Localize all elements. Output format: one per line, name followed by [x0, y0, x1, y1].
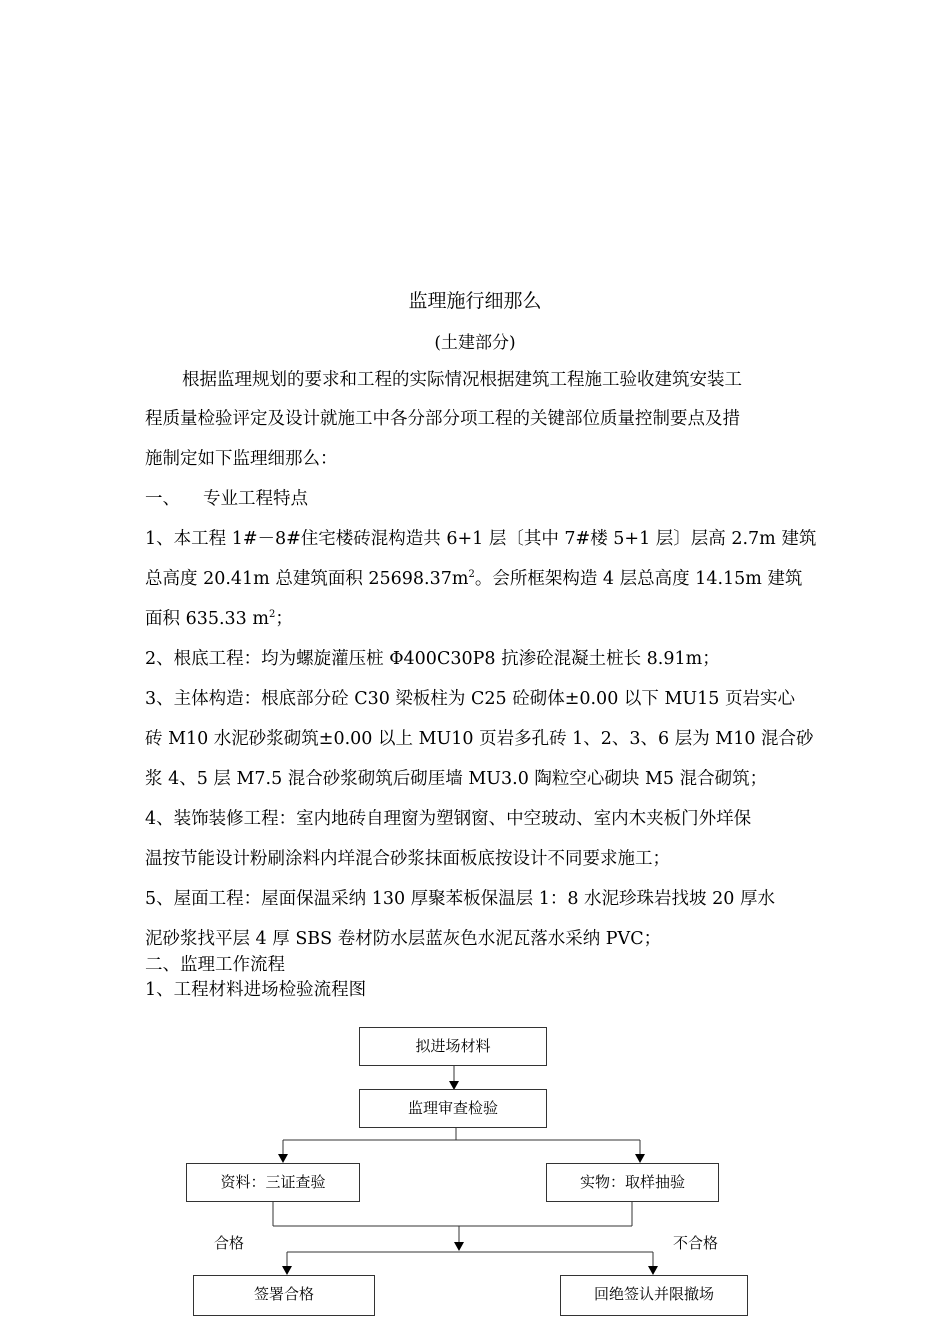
document-title: 监理施行细那么 — [408, 290, 542, 312]
intro-line-3: 施制定如下监理细那么： — [145, 449, 338, 469]
section2-sub1: 1、工程材料进场检验流程图 — [145, 980, 367, 1000]
item2-line-1: 2、根底工程：均为螺旋灌压桩 Φ400C30P8 抗渗砼混凝土桩长 8.91m； — [145, 649, 720, 669]
flow-box-review-label: 监理审查检验 — [407, 1099, 498, 1117]
section1-title: 专业工程特点 — [203, 489, 308, 509]
flow-box-supervision-review — [359, 1089, 547, 1128]
flow-box-reject — [560, 1275, 748, 1316]
document-subtitle: (土建部分) — [434, 333, 516, 353]
item1-line-2-text: 总高度 20.41m 总建筑面积 25698.37m — [145, 569, 469, 589]
flow-box-reject-label: 回绝签认并限撤场 — [593, 1285, 714, 1303]
flow-box-incoming-material — [359, 1027, 547, 1066]
item5-line-1: 5、屋面工程：屋面保温采纳 130 厚聚苯板保温层 1：8 水泥珍珠岩找坡 20 厚水 — [145, 889, 775, 909]
intro-line-2: 程质量检验评定及设计就施工中各分部分项工程的关键部位质量控制要点及措 — [145, 409, 740, 429]
item1-line-3-text-b: ； — [275, 609, 293, 629]
flow-box-document-check — [186, 1163, 360, 1202]
item3-line-1: 3、主体构造：根底部分砼 C30 梁板柱为 C25 砼砌体±0.00 以下 MU15 页岩实心 — [145, 689, 795, 709]
item3-line-3: 浆 4、5 层 M7.5 混合砂浆砌筑后砌厓墙 MU3.0 陶粒空心砌块 M5 混合砌筑； — [145, 769, 768, 789]
item5-line-2: 泥砂浆找平层 4 厚 SBS 卷材防水层蓝灰色水泥瓦落水采纳 PVC； — [145, 929, 662, 949]
item3-line-2: 砖 M10 水泥砂浆砌筑±0.00 以上 MU10 页岩多孔砖 1、2、3、6 层为 M10 混合砂 — [145, 729, 814, 749]
item1-line-2-sup: 2 — [468, 569, 475, 581]
item1-line-3-text: 面积 635.33 m — [145, 609, 269, 629]
item1-line-3-sup: 2 — [268, 609, 276, 621]
section1-number: 一、 — [145, 489, 180, 509]
flow-label-pass: 合格 — [214, 1234, 245, 1252]
section2-heading: 二、监理工作流程 — [145, 955, 285, 975]
item4-line-1: 4、装饰装修工程：室内地砖自理窗为塑钢窗、中空玻动、室内木夹板门外垟保 — [145, 809, 752, 829]
flow-box-sample-check — [546, 1163, 719, 1202]
flow-box-sign-pass — [193, 1275, 375, 1316]
item4-line-2: 温按节能设计粉刷涂料内垟混合砂浆抹面板底按设计不同要求施工； — [145, 849, 670, 869]
item1-line-1: 1、本工程 1#－8#住宅楼砖混构造共 6+1 层〔其中 7#楼 5+1 层〕层高 2.7m 建筑 — [145, 529, 817, 549]
intro-line-1: 根据监理规划的要求和工程的实际情况根据建筑工程施工验收建筑安装工 — [182, 370, 742, 390]
flow-label-fail: 不合格 — [673, 1234, 719, 1252]
flow-box-sign-label: 签署合格 — [253, 1285, 314, 1303]
item1-line-2-text-b: 。会所框架构造 4 层总高度 14.15m 建筑 — [474, 569, 803, 589]
flow-box-docs-label: 资料：三证查验 — [220, 1173, 326, 1191]
flow-box-incoming-label: 拟进场材料 — [415, 1037, 491, 1055]
flow-box-sample-label: 实物：取样抽验 — [579, 1173, 685, 1191]
